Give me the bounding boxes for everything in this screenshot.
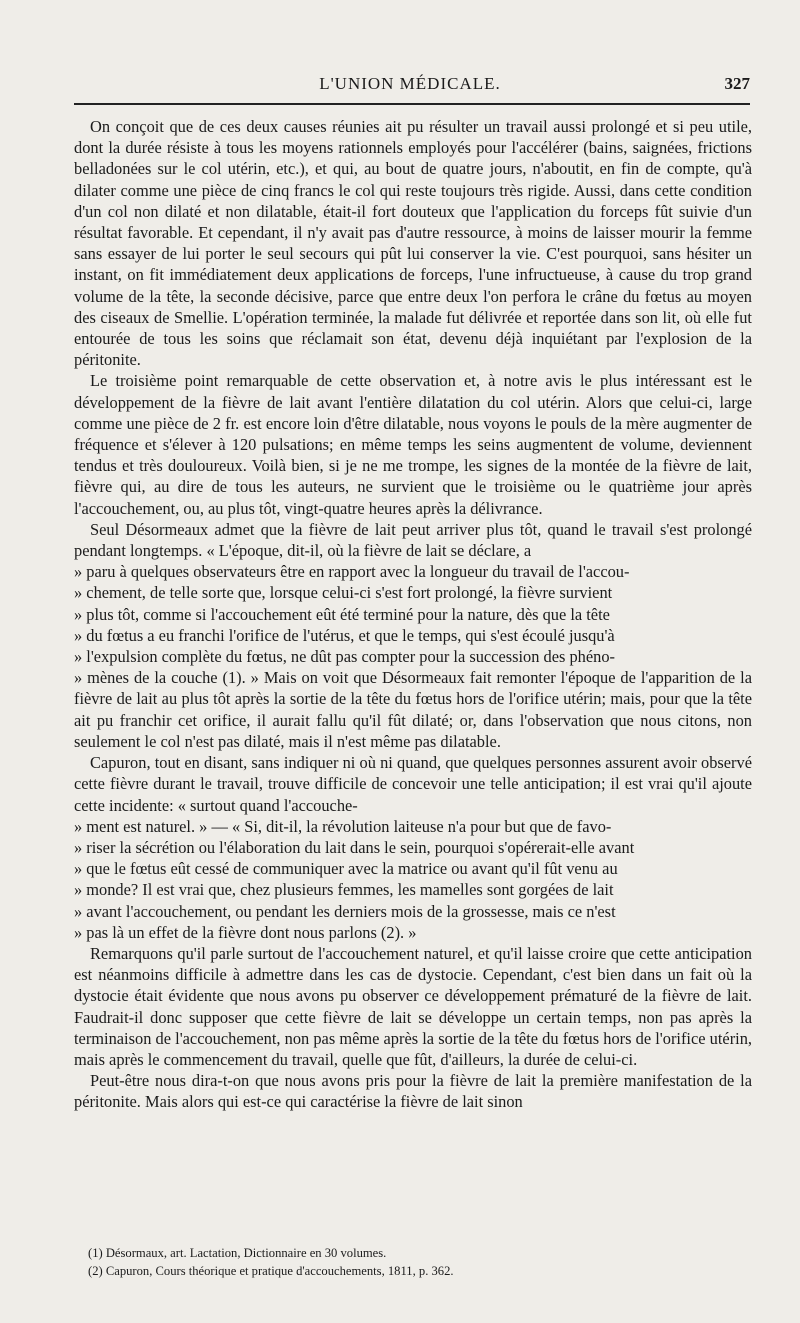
quote-line: » ment est naturel. » — « Si, dit-il, la révolution laiteuse n'a pour but que de favo- [74,816,612,836]
paragraph: Remarquons qu'il parle surtout de l'accouchement naturel, et qu'il laisse croire que cette anticipation est néanmoins difficile à admettre dans les cas de dystocie. Cependant, c'est bien dans un fait où la dystocie était évidente que nous avons pu observer ce développement prématuré de la fièvre de lait. Faudrait-il donc supposer que cette fièvre de lait se développe un certain temps, non pas après la terminaison de l'accouchement, non pas même après la sortie de la tête du fœtus hors de l'orifice utérin, mais après le commencement du travail, quelle que fût, d'ailleurs, la durée de celui-ci. [74,943,752,1069]
paragraph: Le troisième point remarquable de cette observation et, à notre avis le plus intéressant est le développement de la fièvre de lait avant l'entière dilatation du col utérin. Alors que celui-ci, large comme une pièce de 2 fr. est encore loin d'être dilatable, nous voyons le pouls de la mère augmenter de fréquence et s'élever à 120 pulsations; en même temps les seins augmentent de volume, deviennent tendus et très douloureux. Voilà bien, si je ne me trompe, les signes de la montée de la fièvre de lait, fièvre qui, au dire de tous les auteurs, ne survient que le troisième ou le quatrième jour après l'accouchement, ou, au plus tôt, vingt-quatre heures après la délivrance. [74,371,752,518]
quote-line: » avant l'accouchement, ou pendant les derniers mois de la grossesse, mais ce n'est [74,901,616,921]
quote-line: » du fœtus a eu franchi l'orifice de l'utérus, et que le temps, qui s'est écoulé jusqu'à [74,625,615,645]
quote-line: » l'expulsion complète du fœtus, ne dût pas compter pour la succession des phéno- [74,647,615,667]
quote-line: » chement, de telle sorte que, lorsque celui-ci s'est fort prolongé, la fièvre survient [74,583,613,603]
footnotes [88,1244,752,1280]
quote-line: » paru à quelques observateurs être en rapport avec la longueur du travail de l'accou- [74,562,630,582]
quote-line: » pas là un effet de la fièvre dont nous parlons (2). » [74,922,417,942]
quote-line: » monde? Il est vrai que, chez plusieurs femmes, les mamelles sont gorgées de lait [74,880,614,900]
running-title: L'UNION MÉDICALE. [319,74,501,93]
paragraph: Peut-être nous dira-t-on que nous avons pris pour la fièvre de lait la première manifestation de la péritonite. Mais alors qui est-ce qui caractérise la fièvre de lait sinon [74,1071,752,1112]
header-rule [74,103,750,105]
paragraph: On conçoit que de ces deux causes réunies ait pu résulter un travail aussi prolongé et si peu utile, dont la durée résiste à tous les moyens rationnels employés pour l'accélérer (bains, saignées, frictions belladonées sur le col utérin, etc.), et qui, au bout de quatre jours, n'aboutit, en fin de compte, qu'à dilater comme une pièce de cinq francs le col qui reste toujours très rigide. Aussi, dans cette condition d'un col non dilaté et non dilatable, était-il fort douteux que l'application du forceps fût suivie d'un résultat favorable. Et cependant, il n'y avait pas d'autre ressource, à moins de laisser mourir la femme sans essayer de lui porter le seul secours qui pût lui conserver la vie. C'est pourquoi, sans hésiter un instant, on fit immédiatement deux applications de forceps, l'une infructueuse, à cause du trop grand volume de la tête, la seconde décisive, parce que entre deux l'on perfora le crâne du fœtus au moyen des ciseaux de Smellie. L'opération terminée, la malade fut délivrée et reportée dans son lit, où elle fut entourée de tous les soins que réclamait son état, devenu déjà inquiétant par l'explosion de la péritonite. [74,117,752,370]
quote-line: » plus tôt, comme si l'accouchement eût été terminé pour la nature, dès que la tête [74,604,610,624]
quote-line: » riser la sécrétion ou l'élaboration du lait dans le sein, pourquoi s'opérerait-elle avant [74,837,635,857]
quote-line: » que le fœtus eût cessé de communiquer avec la matrice ou avant qu'il fût venu au [74,859,618,879]
page-header [70,74,750,98]
footnote: (2) Capuron, Cours théorique et pratique d'accouchements, 1811, p. 362. [88,1264,454,1278]
page-number: 327 [724,74,750,93]
paragraph: Capuron, tout en disant, sans indiquer ni où ni quand, que quelques personnes assurent avoir observé cette fièvre durant le travail, trouve difficile de concevoir une telle anticipation; il est vrai qu'il ajoute cette incidente: « surtout quand l'accouche- [74,753,752,815]
article-body [74,116,752,1113]
footnote: (1) Désormaux, art. Lactation, Dictionnaire en 30 volumes. [88,1246,387,1260]
quote-line: » mènes de la couche (1). » Mais on voit que Désormeaux fait remonter l'époque de l'apparition de la fièvre de lait au plus tôt après la sortie de la tête du fœtus hors de l'orifice utérin; mais, pour que la tête ait pu franchir cet orifice, il aurait fallu qu'il fût dilaté; or, dans l'observation que nous citons, non seulement le col n'est pas dilaté, mais il n'est même pas dilatable. [74,668,752,751]
paragraph: Seul Désormeaux admet que la fièvre de lait peut arriver plus tôt, quand le travail s'est prolongé pendant longtemps. « L'époque, dit-il, où la fièvre de lait se déclare, a [74,519,752,561]
